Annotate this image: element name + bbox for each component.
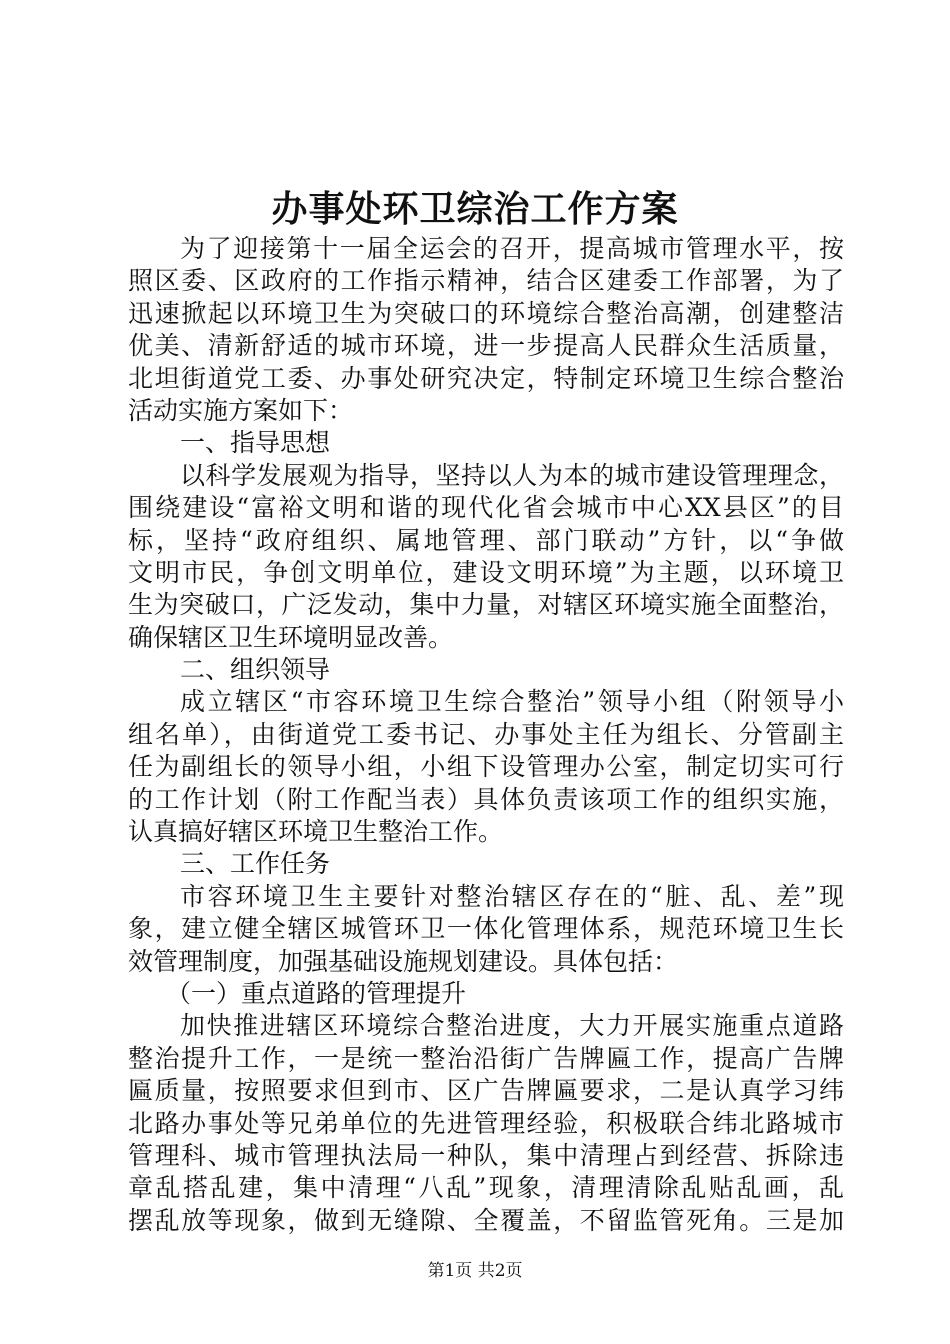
section-heading: 二、组织领导 [180, 655, 331, 685]
paragraph-line: 章乱搭乱建，集中清理“八乱”现象，清理清除乱贴乱画，乱 [128, 1173, 844, 1203]
paragraph-line: 的工作计划（附工作配当表）具体负责该项工作的组织实施， [128, 784, 844, 814]
paragraph-line: 文明市民，争创文明单位，建设文明环境”为主题，以环境卫 [128, 557, 844, 587]
paragraph-line: 确保辖区卫生环境明显改善。 [128, 622, 454, 652]
page-footer: 第1页 共2页 [427, 1261, 523, 1281]
paragraph-line: 匾质量，按照要求但到市、区广告牌匾要求，二是认真学习纬 [128, 1076, 844, 1106]
document-body [128, 233, 844, 1237]
paragraph-line: 围绕建设“富裕文明和谐的现代化省会城市中心XX县区”的目 [128, 493, 844, 523]
paragraph-line: 效管理制度，加强基础设施规划建设。具体包括： [128, 946, 679, 976]
paragraph-line: 成立辖区“市容环境卫生综合整治”领导小组（附领导小 [180, 687, 844, 717]
document-title: 办事处环卫综治工作方案 [271, 188, 679, 230]
paragraph-line: 为了迎接第十一届全运会的召开，提高城市管理水平，按 [180, 234, 844, 263]
section-heading: 三、工作任务 [180, 849, 331, 879]
paragraph-line: 活动实施方案如下： [128, 395, 354, 425]
paragraph-line: 标，坚持“政府组织、属地管理、部门联动”方针，以“争做 [128, 525, 844, 555]
paragraph-line: 摆乱放等现象，做到无缝隙、全覆盖，不留监管死角。三是加 [128, 1205, 844, 1235]
paragraph-line: 管理科、城市管理执法局一种队，集中清理占到经营、拆除违 [128, 1140, 844, 1170]
paragraph-line: 北坦街道党工委、办事处研究决定，特制定环境卫生综合整治 [128, 363, 844, 393]
paragraph-line: 加快推进辖区环境综合整治进度，大力开展实施重点道路 [180, 1011, 844, 1041]
section-heading: （一）重点道路的管理提升 [166, 978, 467, 1008]
paragraph-line: 象，建立健全辖区城管环卫一体化管理体系，规范环境卫生长 [128, 914, 844, 944]
section-heading: 一、指导思想 [180, 428, 331, 458]
paragraph-line: 生为突破口，广泛发动，集中力量，对辖区环境实施全面整治， [128, 590, 844, 620]
paragraph-line: 认真搞好辖区环境卫生整治工作。 [128, 817, 504, 847]
paragraph-line: 迅速掀起以环境卫生为突破口的环境综合整治高潮，创建整洁 [128, 298, 844, 328]
paragraph-line: 整治提升工作，一是统一整治沿街广告牌匾工作，提高广告牌 [128, 1043, 844, 1073]
paragraph-line: 照区委、区政府的工作指示精神，结合区建委工作部署，为了 [128, 266, 844, 296]
paragraph-line: 市容环境卫生主要针对整治辖区存在的“脏、乱、差”现 [180, 881, 844, 911]
paragraph-line: 优美、清新舒适的城市环境，进一步提高人民群众生活质量， [128, 331, 844, 361]
paragraph-line: 组名单），由街道党工委书记、办事处主任为组长、分管副主 [128, 719, 844, 749]
paragraph-line: 以科学发展观为指导，坚持以人为本的城市建设管理理念， [180, 460, 844, 490]
paragraph-line: 北路办事处等兄弟单位的先进管理经验，积极联合纬北路城市 [128, 1108, 844, 1138]
paragraph-line: 任为副组长的领导小组，小组下设管理办公室，制定切实可行 [128, 752, 844, 782]
